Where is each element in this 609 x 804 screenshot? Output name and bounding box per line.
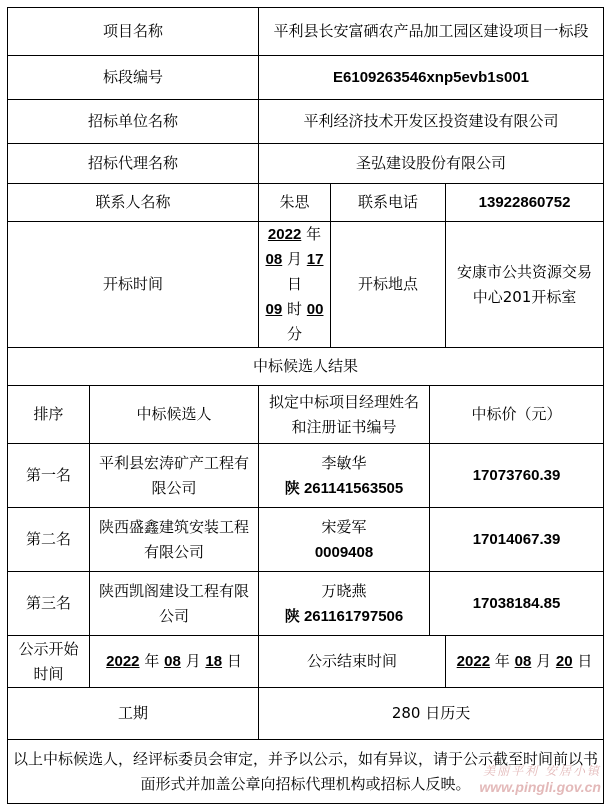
day-unit: 日 [577,652,593,670]
price-header: 中标价（元） [430,386,604,444]
publicity-row [8,636,604,688]
publicity-end-year: 2022 [456,653,491,670]
opening-place-value: 安康市公共资源交易中心201开标室 [446,222,604,348]
manager-cert: 陕 261141563505 [284,479,404,497]
day-unit: 日 [226,652,242,670]
results-title-row [8,348,604,386]
candidate-cell: 陕西盛鑫建筑安装工程有限公司 [90,508,259,572]
contact-row [8,184,604,222]
watermark-slogan: 美丽平利 安居小镇 [483,764,601,778]
manager-name: 李敏华 [321,453,367,472]
phone-value: 13922860752 [446,184,604,222]
publicity-start-month: 08 [164,653,181,670]
tenderer-label: 招标单位名称 [8,100,259,144]
price-cell: 17014067.39 [430,508,604,572]
section-number-label: 标段编号 [8,56,259,100]
duration-row [8,688,604,740]
notice-text: 以上中标候选人，经评标委员会审定，并予以公示，如有异议，请于公示截至时间前以书面形式并加盖公章向招标代理机构或招标人反映。 [8,740,604,804]
opening-day: 17 [306,251,324,268]
opening-minute: 00 [306,301,324,318]
price-cell: 17073760.39 [430,444,604,508]
opening-minute-unit: 分 [287,325,303,343]
phone-label: 联系电话 [331,184,446,222]
candidate-cell: 陕西凯阁建设工程有限公司 [90,572,259,636]
manager-header: 拟定中标项目经理姓名和注册证书编号 [259,386,430,444]
results-header-row [8,386,604,444]
price-cell: 17038184.85 [430,572,604,636]
publicity-end-value [446,636,604,688]
manager-cell [259,508,430,572]
month-unit: 月 [185,652,201,670]
rank-cell: 第三名 [8,572,90,636]
manager-name: 万晓燕 [321,581,367,600]
month-unit: 月 [536,652,552,670]
opening-day-unit: 日 [287,275,303,293]
project-name-label: 项目名称 [8,8,259,56]
contact-label: 联系人名称 [8,184,259,222]
table-row [8,508,604,572]
opening-time-label: 开标时间 [8,222,259,348]
opening-hour-unit: 时 [287,300,303,318]
opening-month: 08 [265,251,283,268]
publicity-end-month: 08 [514,653,532,670]
agent-value: 圣弘建设股份有限公司 [259,144,604,184]
watermark-logo [479,762,601,795]
opening-place-label: 开标地点 [331,222,446,348]
publicity-end-label: 公示结束时间 [259,636,446,688]
agent-label: 招标代理名称 [8,144,259,184]
tenderer-row [8,100,604,144]
rank-header: 排序 [8,386,90,444]
manager-cell [259,572,430,636]
rank-cell: 第一名 [8,444,90,508]
results-section-title: 中标候选人结果 [8,348,604,386]
publicity-start-value [90,636,259,688]
table-row [8,572,604,636]
manager-cell [259,444,430,508]
opening-hour: 09 [265,301,283,318]
opening-row [8,222,604,348]
opening-year-unit: 年 [306,225,322,243]
year-unit: 年 [144,652,160,670]
project-name-value: 平利县长安富硒农产品加工园区建设项目一标段 [259,8,604,56]
publicity-start-year: 2022 [106,653,140,670]
publicity-start-day: 18 [205,653,223,670]
duration-value: 280 日历天 [259,688,604,740]
publicity-start-label: 公示开始时间 [8,636,90,688]
watermark-url: www.pingli.gov.cn [479,779,601,795]
rank-cell: 第二名 [8,508,90,572]
manager-cert: 陕 261161797506 [284,607,404,625]
opening-year: 2022 [267,226,302,243]
manager-cert: 0009408 [314,543,374,561]
bid-result-table [7,7,604,804]
agent-row [8,144,604,184]
opening-time-value [259,222,331,348]
year-unit: 年 [494,652,510,670]
contact-value: 朱思 [259,184,331,222]
opening-month-unit: 月 [287,250,303,268]
project-name-row [8,8,604,56]
candidate-header: 中标候选人 [90,386,259,444]
section-number-value: E6109263546xnp5evb1s001 [259,56,604,100]
publicity-end-day: 20 [555,653,573,670]
section-number-row [8,56,604,100]
table-row [8,444,604,508]
candidate-cell: 平利县宏涛矿产工程有限公司 [90,444,259,508]
manager-name: 宋爱军 [321,517,367,536]
duration-label: 工期 [8,688,259,740]
tenderer-value: 平利经济技术开发区投资建设有限公司 [259,100,604,144]
